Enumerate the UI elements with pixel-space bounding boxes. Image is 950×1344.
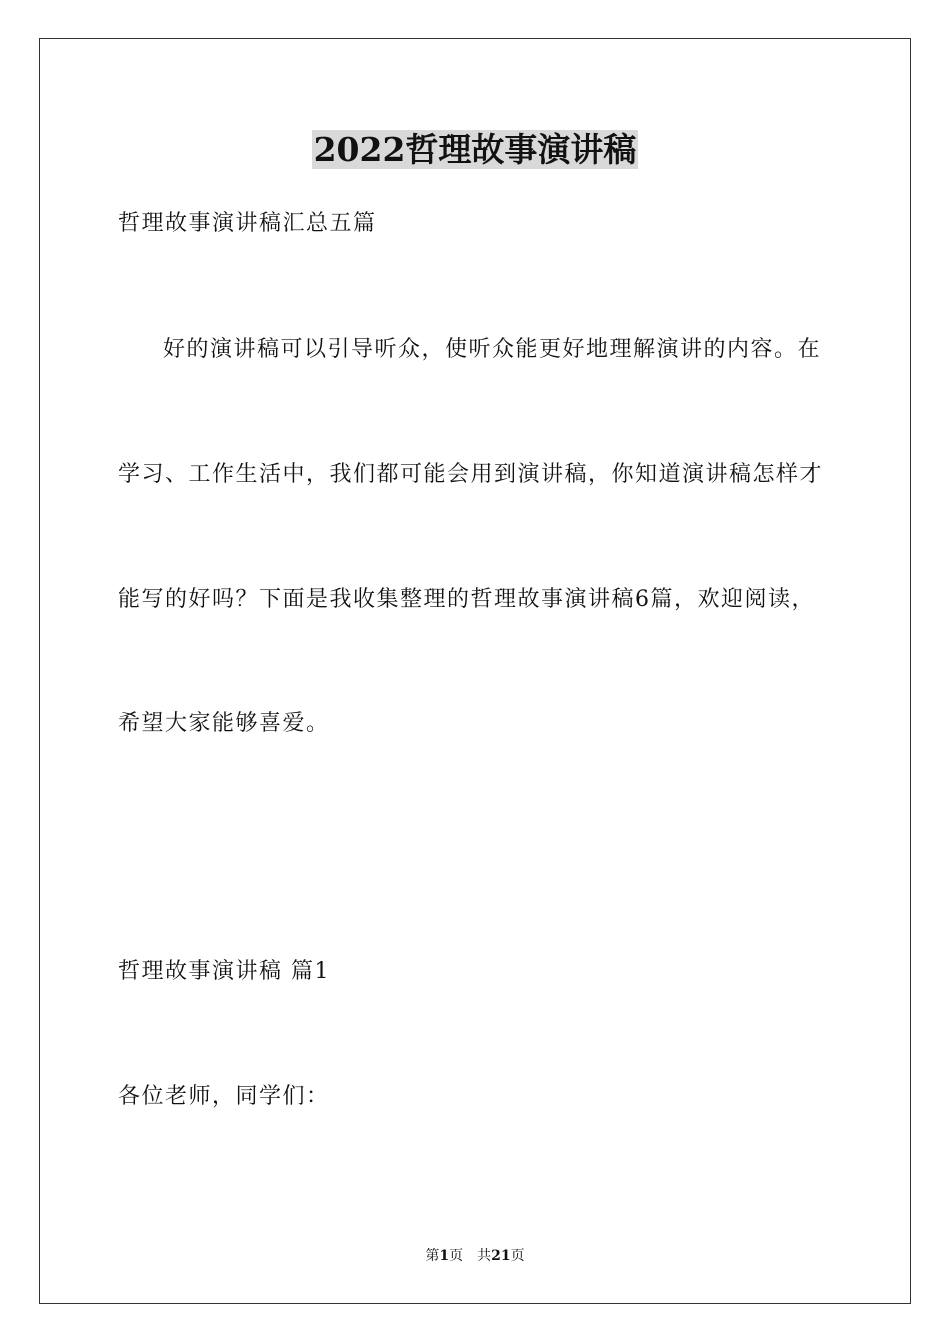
salutation: 各位老师，同学们： — [118, 1084, 330, 1109]
page-footer — [0, 1246, 950, 1266]
section-heading: 哲理故事演讲稿 篇1 — [118, 959, 330, 984]
document-subtitle: 哲理故事演讲稿汇总五篇 — [118, 211, 377, 236]
intro-line-4: 希望大家能够喜爱。 — [118, 711, 330, 736]
intro-line-1: 好的演讲稿可以引导听众，使听众能更好地理解演讲的内容。在 — [163, 337, 822, 362]
document-title — [0, 128, 950, 172]
footer-page-suffix: 页 — [510, 1248, 525, 1264]
footer-page-prefix: 第 — [425, 1248, 440, 1264]
intro-line-2: 学习、工作生活中，我们都可能会用到演讲稿，你知道演讲稿怎样才 — [118, 462, 824, 487]
footer-page-mid: 页 共 — [449, 1248, 492, 1264]
footer-page-total: 21 — [491, 1248, 511, 1264]
footer-page-current: 1 — [439, 1248, 450, 1264]
intro-line-3: 能写的好吗？下面是我收集整理的哲理故事演讲稿6篇，欢迎阅读， — [118, 587, 815, 612]
document-title-text: 2022哲理故事演讲稿 — [313, 130, 637, 169]
